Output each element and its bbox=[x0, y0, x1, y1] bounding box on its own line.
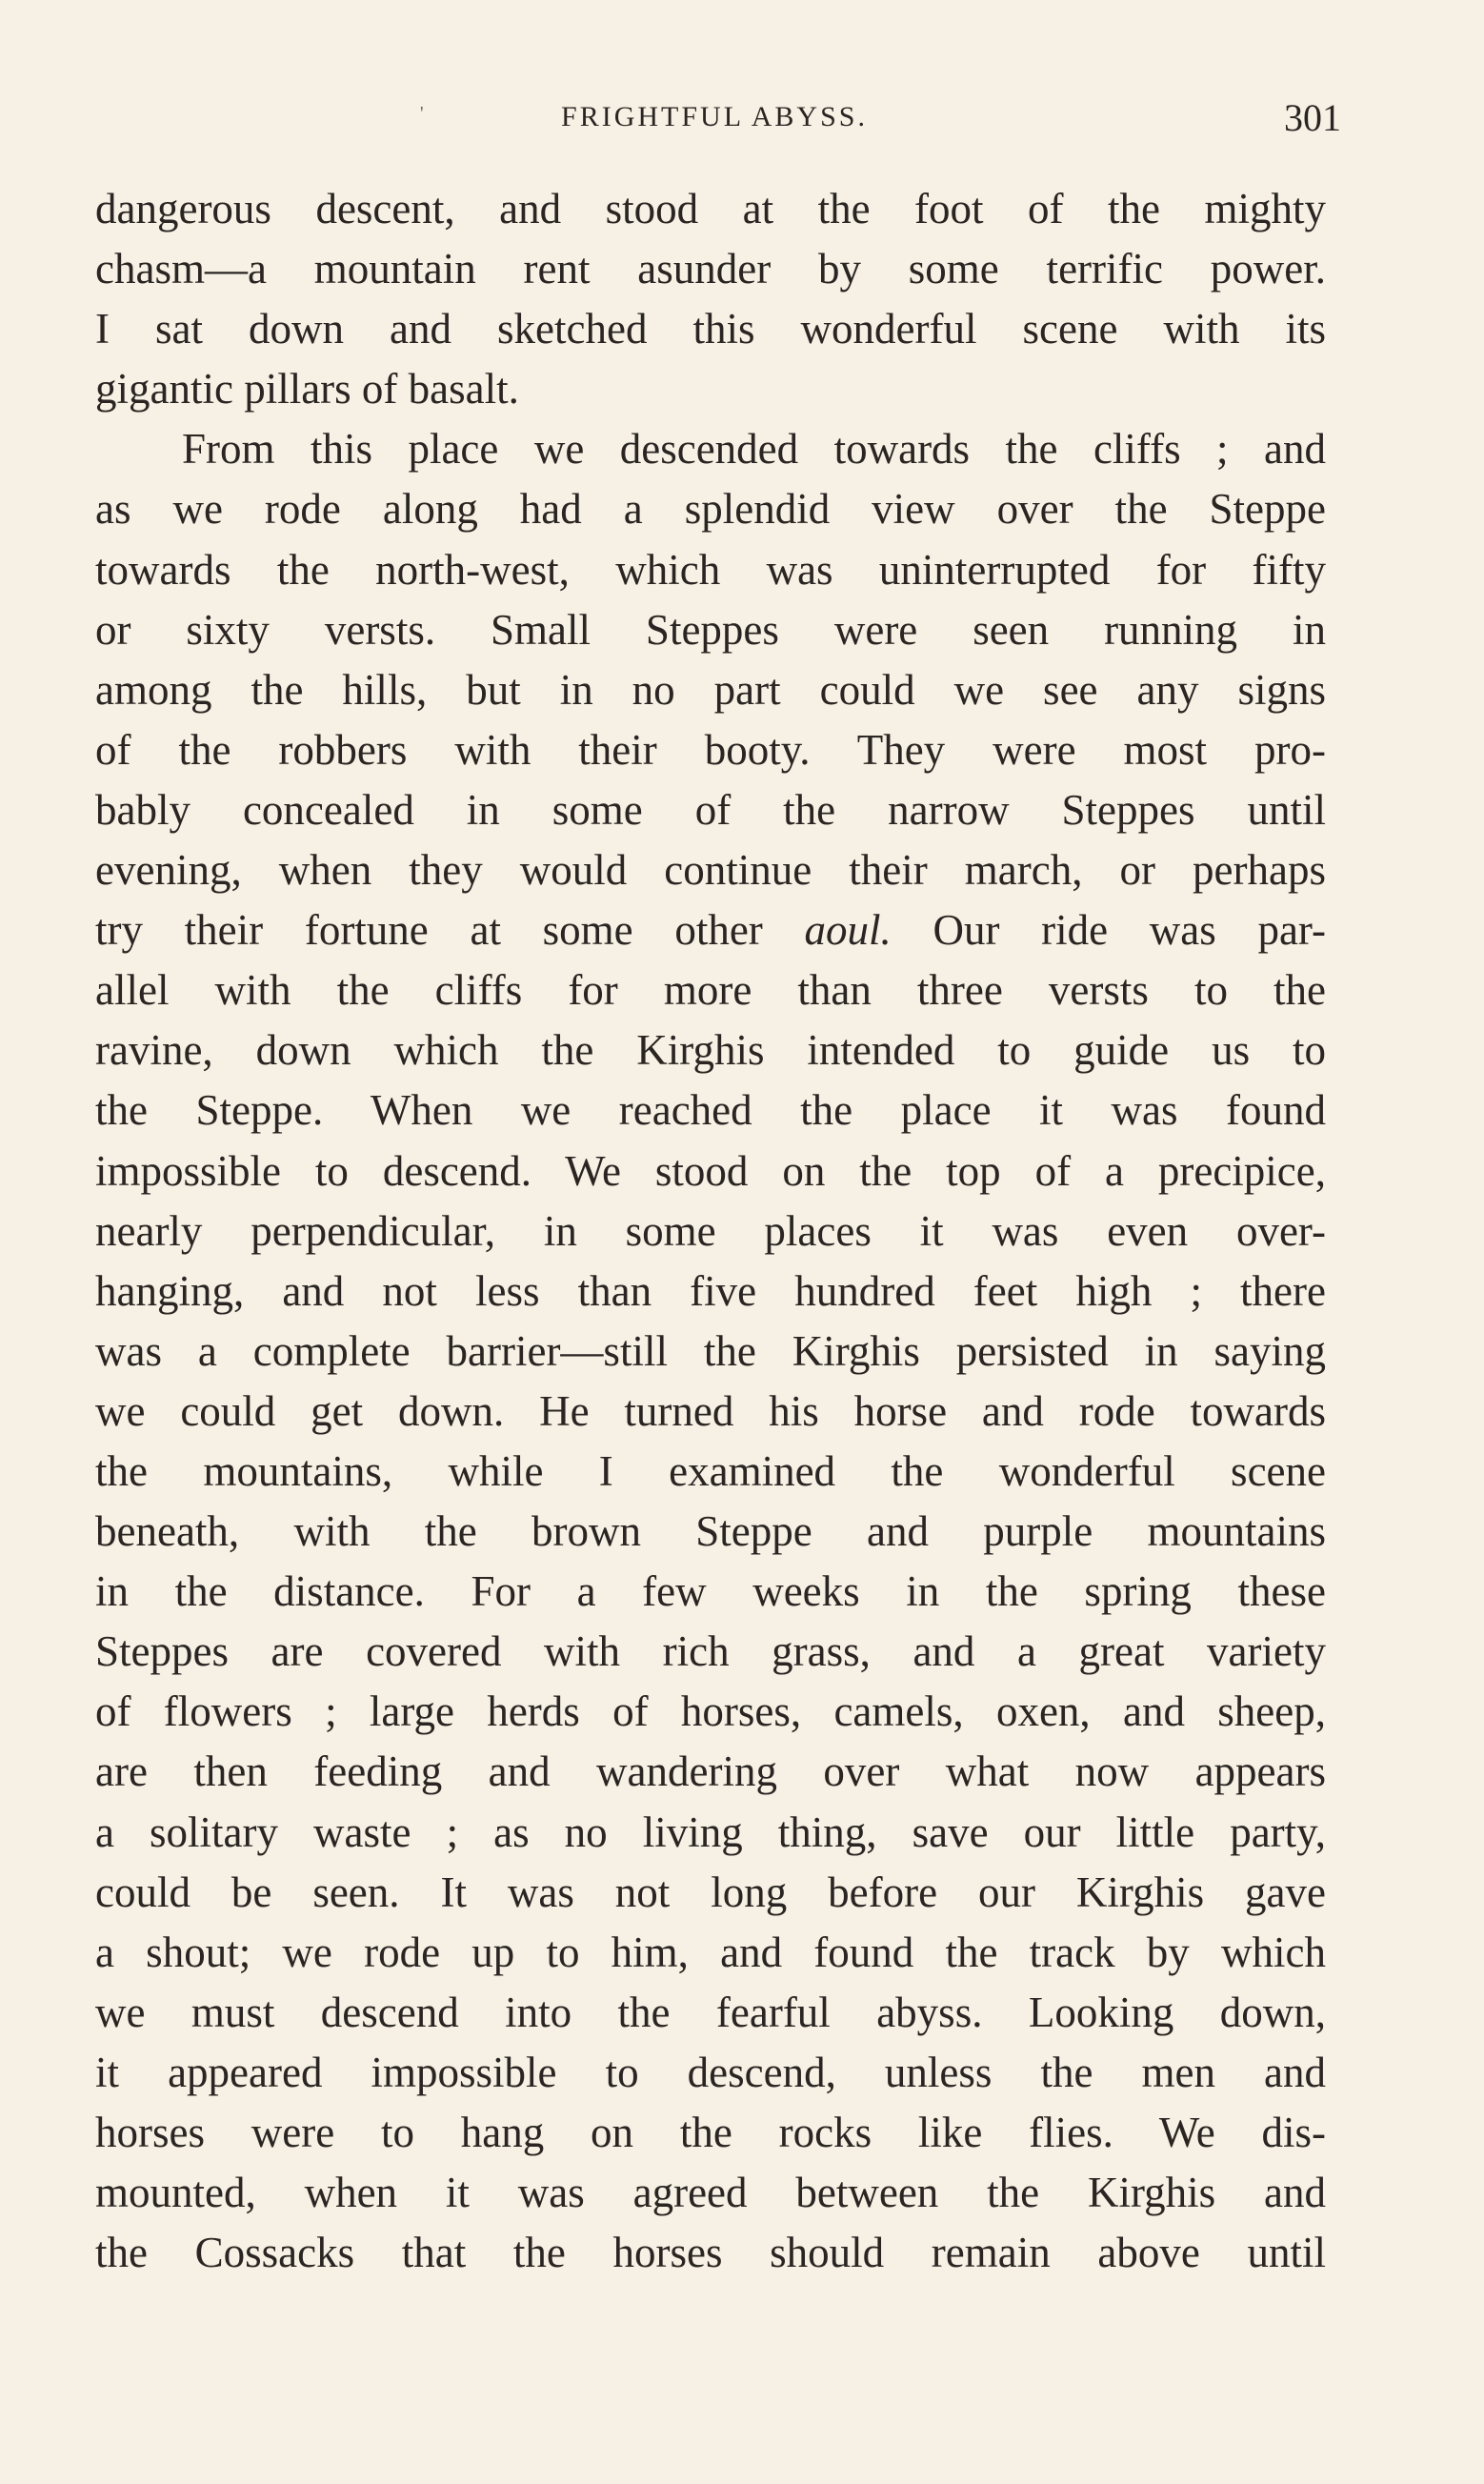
paragraph-first-line: From this place we descended towards the cliffs ; and bbox=[182, 425, 1326, 474]
text-line: mounted, when it was agreed between the Kirghis and bbox=[95, 2169, 1326, 2217]
text-line: Steppes are covered with rich grass, and a great variety bbox=[95, 1627, 1326, 1676]
text-line: of the robbers with their booty. They were most pro- bbox=[95, 725, 1326, 774]
text-line: the Cossacks that the horses should remain above until bbox=[95, 2229, 1326, 2277]
text-line: hanging, and not less than five hundred feet high ; there bbox=[95, 1266, 1326, 1315]
text-line: I sat down and sketched this wonderful scene with its bbox=[95, 305, 1326, 353]
page-number: 301 bbox=[1284, 96, 1341, 139]
text-line: bably concealed in some of the narrow Steppes until bbox=[95, 785, 1326, 834]
text-line: a solitary waste ; as no living thing, save our little party, bbox=[95, 1807, 1326, 1856]
italic-word: aoul. bbox=[804, 906, 892, 955]
text-line: evening, when they would continue their march, or perhaps bbox=[95, 846, 1326, 895]
text-line: a shout; we rode up to him, and found the track by which bbox=[95, 1928, 1326, 1976]
text-line: was a complete barrier—still the Kirghis persisted in saying bbox=[95, 1326, 1326, 1375]
text-line: in the distance. For a few weeks in the spring these bbox=[95, 1567, 1326, 1616]
text-segment: Our ride was par- bbox=[891, 906, 1326, 955]
text-line: the mountains, while I examined the wonderful scene bbox=[95, 1446, 1326, 1495]
text-line: towards the north-west, which was uninterrupted for fifty bbox=[95, 545, 1326, 594]
text-line: allel with the cliffs for more than three versts to the bbox=[95, 966, 1326, 1015]
text-line: it appeared impossible to descend, unless the men and bbox=[95, 2048, 1326, 2096]
text-line: impossible to descend. We stood on the top of a precipice, bbox=[95, 1146, 1326, 1195]
text-line: or sixty versts. Small Steppes were seen running in bbox=[95, 605, 1326, 654]
text-line: gigantic pillars of basalt. bbox=[95, 365, 519, 414]
text-line: ravine, down which the Kirghis intended to guide us to bbox=[95, 1026, 1326, 1075]
text-line: we could get down. He turned his horse and rode towards bbox=[95, 1386, 1326, 1435]
text-line: chasm—a mountain rent asunder by some terrific power. bbox=[95, 245, 1326, 293]
text-line: could be seen. It was not long before our Kirghis gave bbox=[95, 1868, 1326, 1916]
body-text bbox=[95, 179, 1326, 2283]
text-line-with-italic bbox=[95, 900, 1326, 960]
text-segment: try their fortune at some other bbox=[95, 906, 805, 955]
text-line: the Steppe. When we reached the place it was found bbox=[95, 1086, 1326, 1135]
text-line: beneath, with the brown Steppe and purple mountains bbox=[95, 1507, 1326, 1556]
text-line: are then feeding and wandering over what now appears bbox=[95, 1747, 1326, 1796]
text-line: we must descend into the fearful abyss. Looking down, bbox=[95, 1988, 1326, 2036]
running-title: FRIGHTFUL ABYSS. bbox=[561, 101, 868, 132]
text-line: horses were to hang on the rocks like flies. We dis- bbox=[95, 2109, 1326, 2156]
text-line: dangerous descent, and stood at the foot of the mighty bbox=[95, 185, 1326, 232]
running-head bbox=[95, 95, 1341, 143]
stray-mark: ' bbox=[420, 103, 424, 124]
text-line: among the hills, but in no part could we see any signs bbox=[95, 665, 1326, 714]
text-line: of flowers ; large herds of horses, camels, oxen, and sheep, bbox=[95, 1687, 1326, 1736]
text-line: as we rode along had a splendid view over the Steppe bbox=[95, 485, 1326, 534]
text-line: nearly perpendicular, in some places it was even over- bbox=[95, 1206, 1326, 1255]
